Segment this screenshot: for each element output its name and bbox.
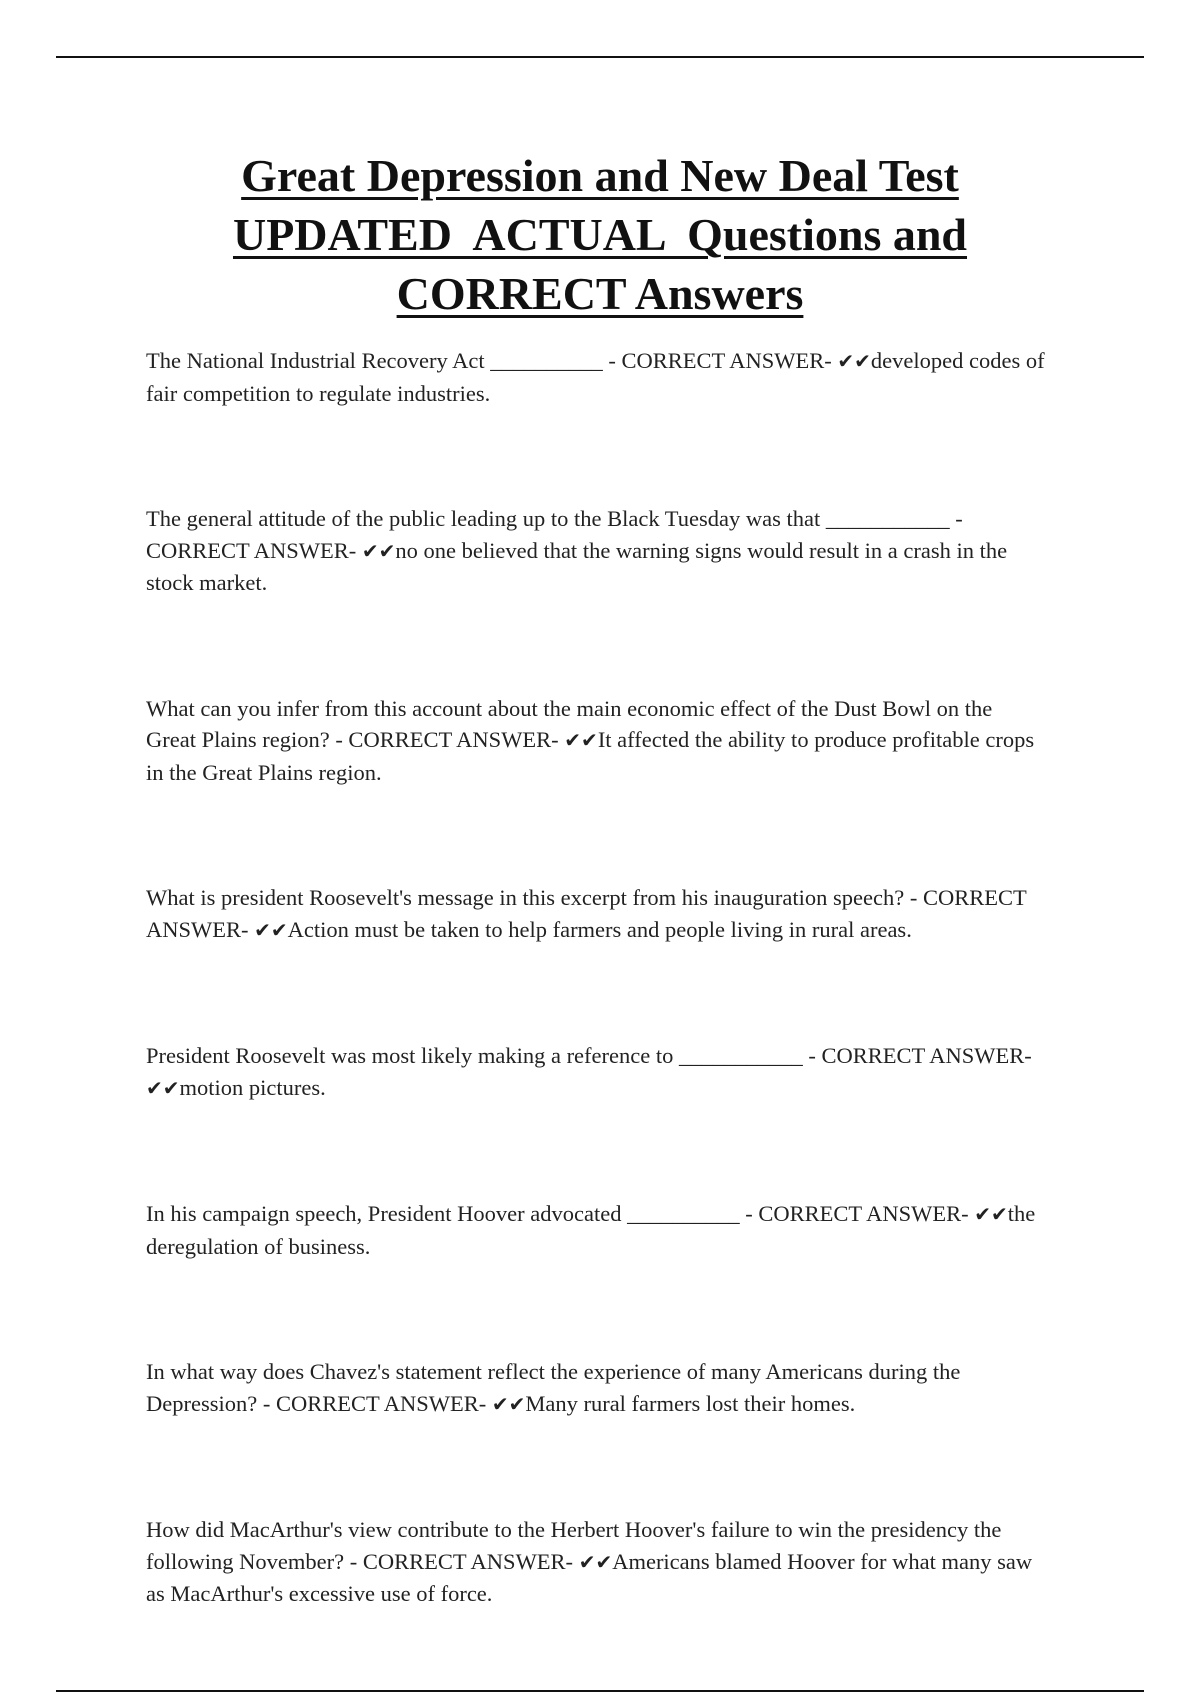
top-rule [56,56,1144,58]
check-icon: ✔✔ [361,538,396,563]
answer-text: developed codes of fair competition to regulate industries. [146,348,1045,406]
bottom-rule [56,1690,1144,1692]
question-text: What can you infer from this account about the main economic effect of the Dust Bowl on the Great Plains region? - CORRECT ANSWER- [146,695,993,752]
title-line-3: CORRECT Answers [396,268,804,319]
qa-item [146,1356,1046,1420]
answer-text: It affected the ability to produce profitable crops in the Great Plains region. [146,727,1035,785]
check-icon: ✔✔ [974,1202,1008,1226]
question-text: The National Industrial Recovery Act __________ - CORRECT ANSWER- [146,348,838,373]
question-text: In his campaign speech, President Hoover advocated __________ - CORRECT ANSWER- [146,1201,975,1226]
answer-text: Americans blamed Hoover for what many saw as MacArthur's excessive use of force. [146,1548,1033,1606]
question-text: In what way does Chavez's statement reflect the experience of many Americans during the Depression? - CORRECT ANSWER- [146,1359,961,1416]
qa-item [146,503,1046,599]
question-text: What is president Roosevelt's message in this excerpt from his inauguration speech? - CORRECT ANSWER- [146,885,1027,942]
qa-item [146,345,1046,409]
qa-item [146,1040,1046,1104]
check-icon: ✔✔ [564,728,598,752]
qa-item [146,1198,1046,1262]
page-title [100,146,1100,323]
check-icon: ✔✔ [837,349,871,373]
question-text: The general attitude of the public leading up to the Black Tuesday was that ___________ - CORRECT ANSWER- [146,506,963,563]
qa-item [146,693,1046,789]
qa-item [146,882,1046,946]
answer-text: motion pictures. [179,1074,326,1100]
check-icon: ✔✔ [254,917,288,942]
check-icon: ✔✔ [578,1549,613,1574]
answer-text: the deregulation of business. [146,1201,1036,1259]
check-icon: ✔✔ [491,1391,526,1416]
title-line-1: Great Depression and New Deal Test [241,150,959,201]
question-text: How did MacArthur's view contribute to the Herbert Hoover's failure to win the presidency the following November? - CORRECT ANSWER- [146,1517,1002,1574]
answer-text: Action must be taken to help farmers and people living in rural areas. [287,916,912,942]
title-line-2: UPDATED ACTUAL Questions and [232,209,968,260]
answer-text: no one believed that the warning signs would result in a crash in the stock market. [146,537,1008,595]
check-icon: ✔✔ [146,1075,180,1100]
qa-list [146,345,1046,1704]
question-text: President Roosevelt was most likely making a reference to ___________ - CORRECT ANSWER- [146,1043,1032,1068]
qa-item [146,1514,1046,1610]
answer-text: Many rural farmers lost their homes. [525,1390,856,1416]
